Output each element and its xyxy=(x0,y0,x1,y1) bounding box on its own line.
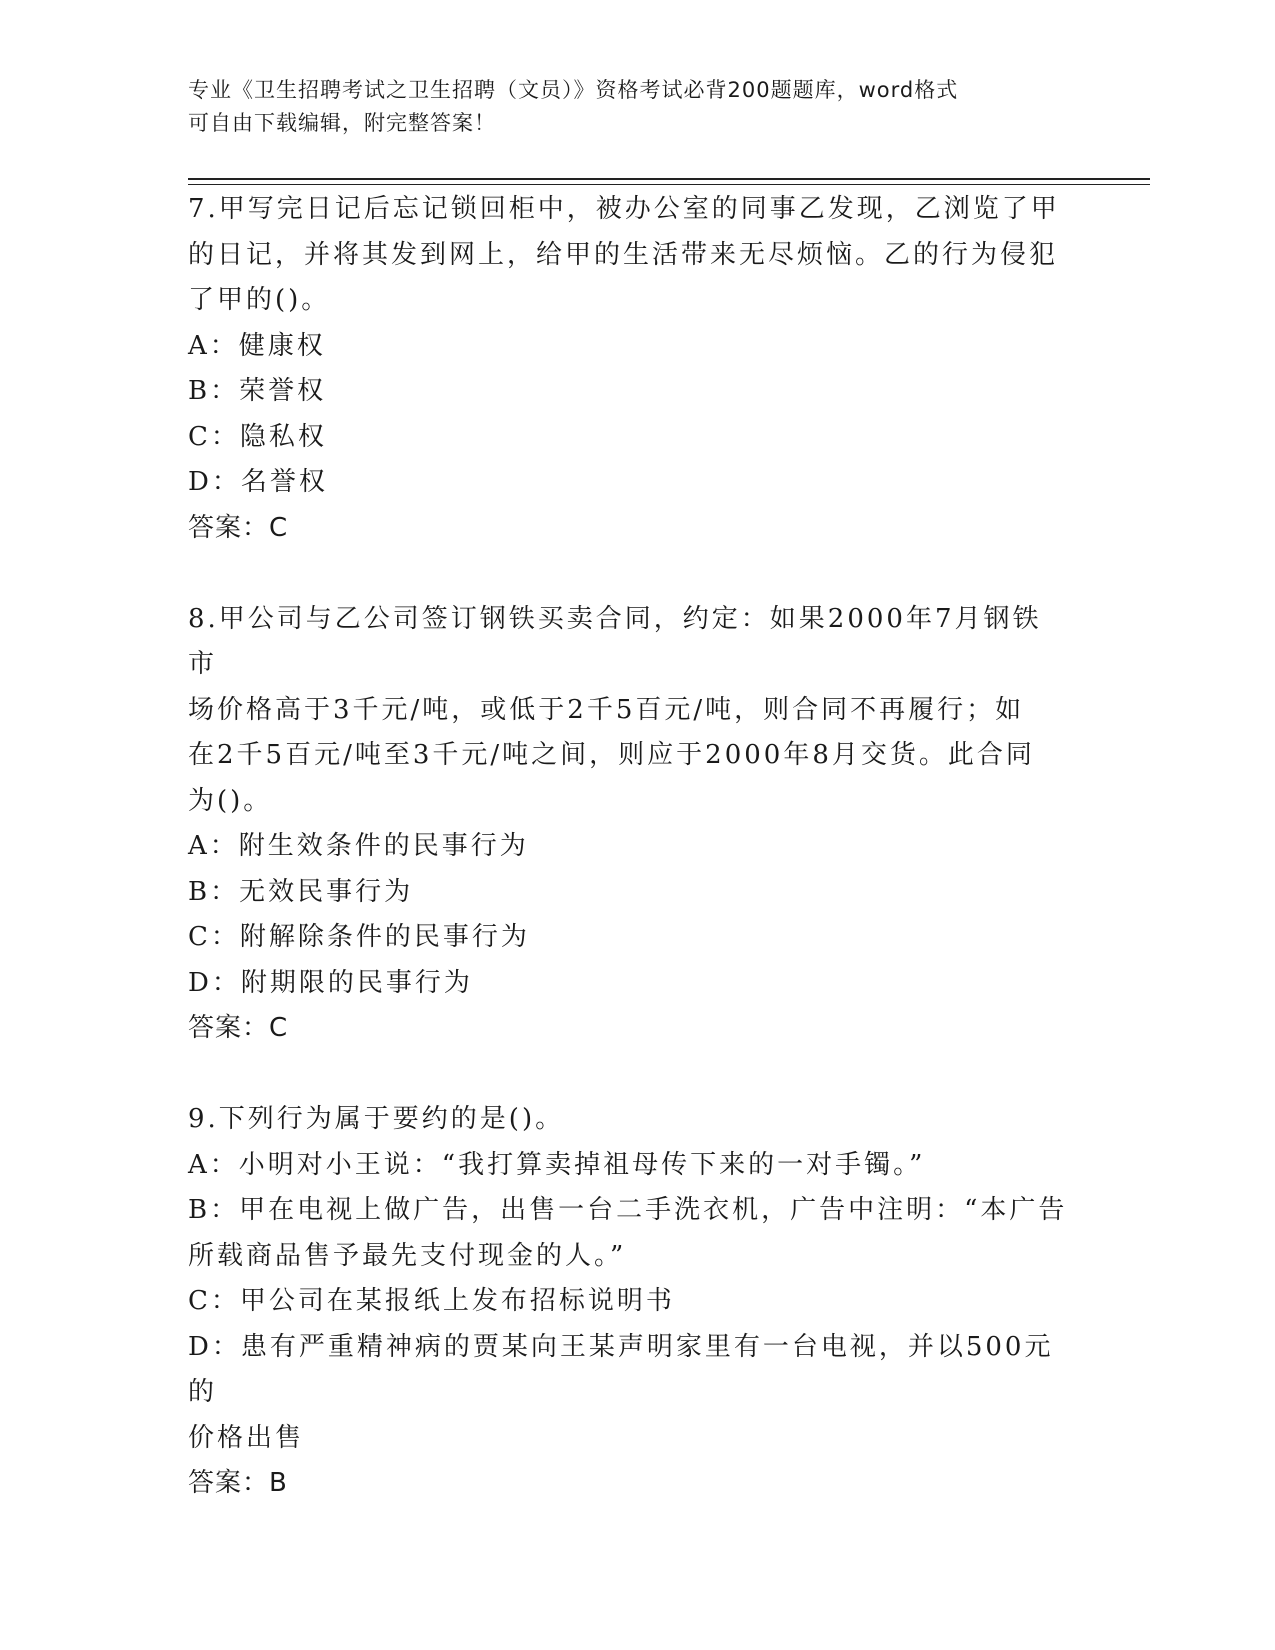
question-stem-line: 场价格高于3千元/吨，或低于2千5百元/吨，则合同不再履行；如 xyxy=(188,694,1025,725)
header-rule-thin xyxy=(188,184,1150,185)
option-a: A：健康权 xyxy=(188,330,326,361)
question-stem-line: 的日记，并将其发到网上，给甲的生活带来无尽烦恼。乙的行为侵犯 xyxy=(188,239,1059,270)
question-9 xyxy=(188,1097,1068,1507)
question-8 xyxy=(188,597,1068,1052)
option-a: A：附生效条件的民事行为 xyxy=(188,831,529,861)
option-b: B：无效民事行为 xyxy=(188,876,414,907)
question-stem-line: 了甲的()。 xyxy=(188,285,331,315)
option-c: C：附解除条件的民事行为 xyxy=(188,922,530,952)
question-list xyxy=(188,187,1068,1507)
spacer xyxy=(188,1052,1068,1098)
option-d: D：名誉权 xyxy=(188,467,328,497)
header-line-1: 专业《卫生招聘考试之卫生招聘（文员）》资格考试必背200题题库，word格式 xyxy=(188,78,959,102)
answer: 答案：B xyxy=(188,1468,288,1498)
option-b: B：甲在电视上做广告，出售一台二手洗衣机，广告中注明：“本广告 xyxy=(188,1195,1068,1225)
header-line-2: 可自由下载编辑，附完整答案！ xyxy=(188,111,496,135)
option-b: B：荣誉权 xyxy=(188,376,327,406)
option-d: D：附期限的民事行为 xyxy=(188,967,473,998)
option-d-continued: 价格出售 xyxy=(188,1422,305,1453)
document-header xyxy=(188,74,1068,140)
question-stem-line: 为()。 xyxy=(188,785,273,816)
option-a: A：小明对小王说：“我打算卖掉祖母传下来的一对手镯。” xyxy=(188,1149,926,1180)
question-stem-line: 8.甲公司与乙公司签订钢铁买卖合同，约定：如果2000年7月钢铁市 xyxy=(188,603,1042,679)
answer: 答案：C xyxy=(188,512,289,543)
answer: 答案：C xyxy=(188,1013,289,1043)
spacer xyxy=(188,551,1068,597)
option-d: D：患有严重精神病的贾某向王某声明家里有一台电视，并以500元的 xyxy=(188,1331,1054,1407)
question-stem-line: 7.甲写完日记后忘记锁回柜中，被办公室的同事乙发现，乙浏览了甲 xyxy=(188,194,1060,224)
header-rule-thick xyxy=(188,178,1150,180)
option-c: C：隐私权 xyxy=(188,421,327,452)
question-7 xyxy=(188,187,1068,551)
question-stem-line: 9.下列行为属于要约的是()。 xyxy=(188,1104,565,1134)
question-stem-line: 在2千5百元/吨至3千元/吨之间，则应于2000年8月交货。此合同 xyxy=(188,740,1035,770)
option-c: C：甲公司在某报纸上发布招标说明书 xyxy=(188,1286,675,1316)
option-b-continued: 所载商品售予最先支付现金的人。” xyxy=(188,1240,627,1271)
